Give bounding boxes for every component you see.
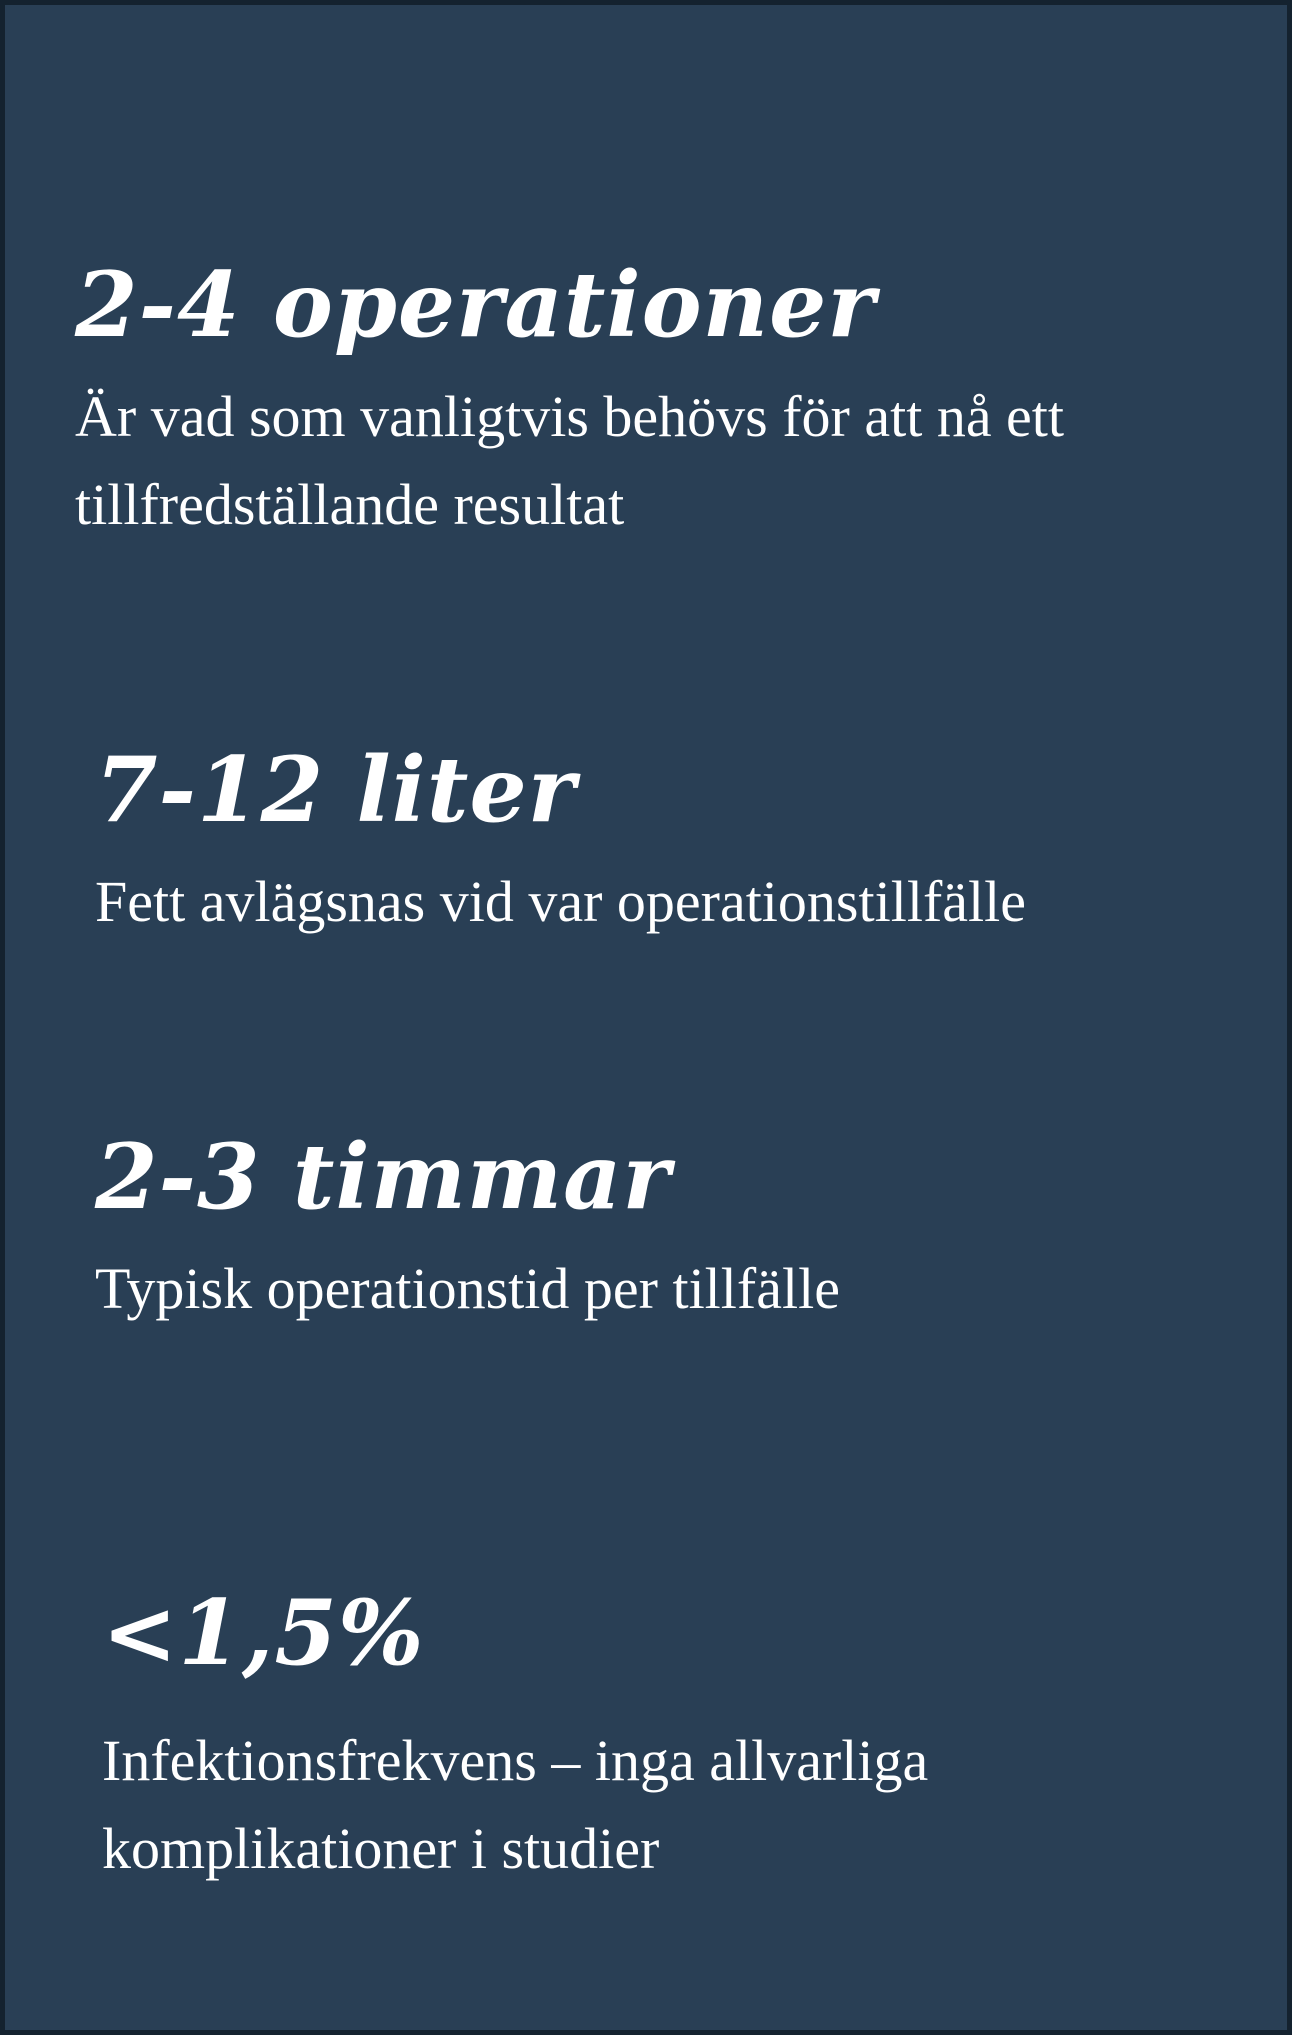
stat-heading: 7-12 liter: [95, 737, 577, 843]
stat-heading: <1,5%: [102, 1580, 425, 1686]
stat-description: Typisk operationstid per tillfälle: [95, 1256, 840, 1321]
stat-heading: 2-3 timmar: [95, 1124, 671, 1230]
stat-description: Är vad som vanligtvis behövs för att nå ett tillfredställande resultat: [75, 384, 1065, 537]
stat-heading: 2-4 operationer: [75, 252, 876, 358]
stat-fat-volume: [95, 737, 1247, 946]
stat-description: Fett avlägsnas vid var operationstillfälle: [95, 869, 1026, 934]
stat-duration: [95, 1124, 1247, 1333]
stat-description: Infektionsfrekvens – inga allvarliga komplikationer i studier: [102, 1728, 929, 1881]
stat-operations: [75, 252, 1247, 549]
stat-infection-rate: [102, 1580, 1247, 1893]
